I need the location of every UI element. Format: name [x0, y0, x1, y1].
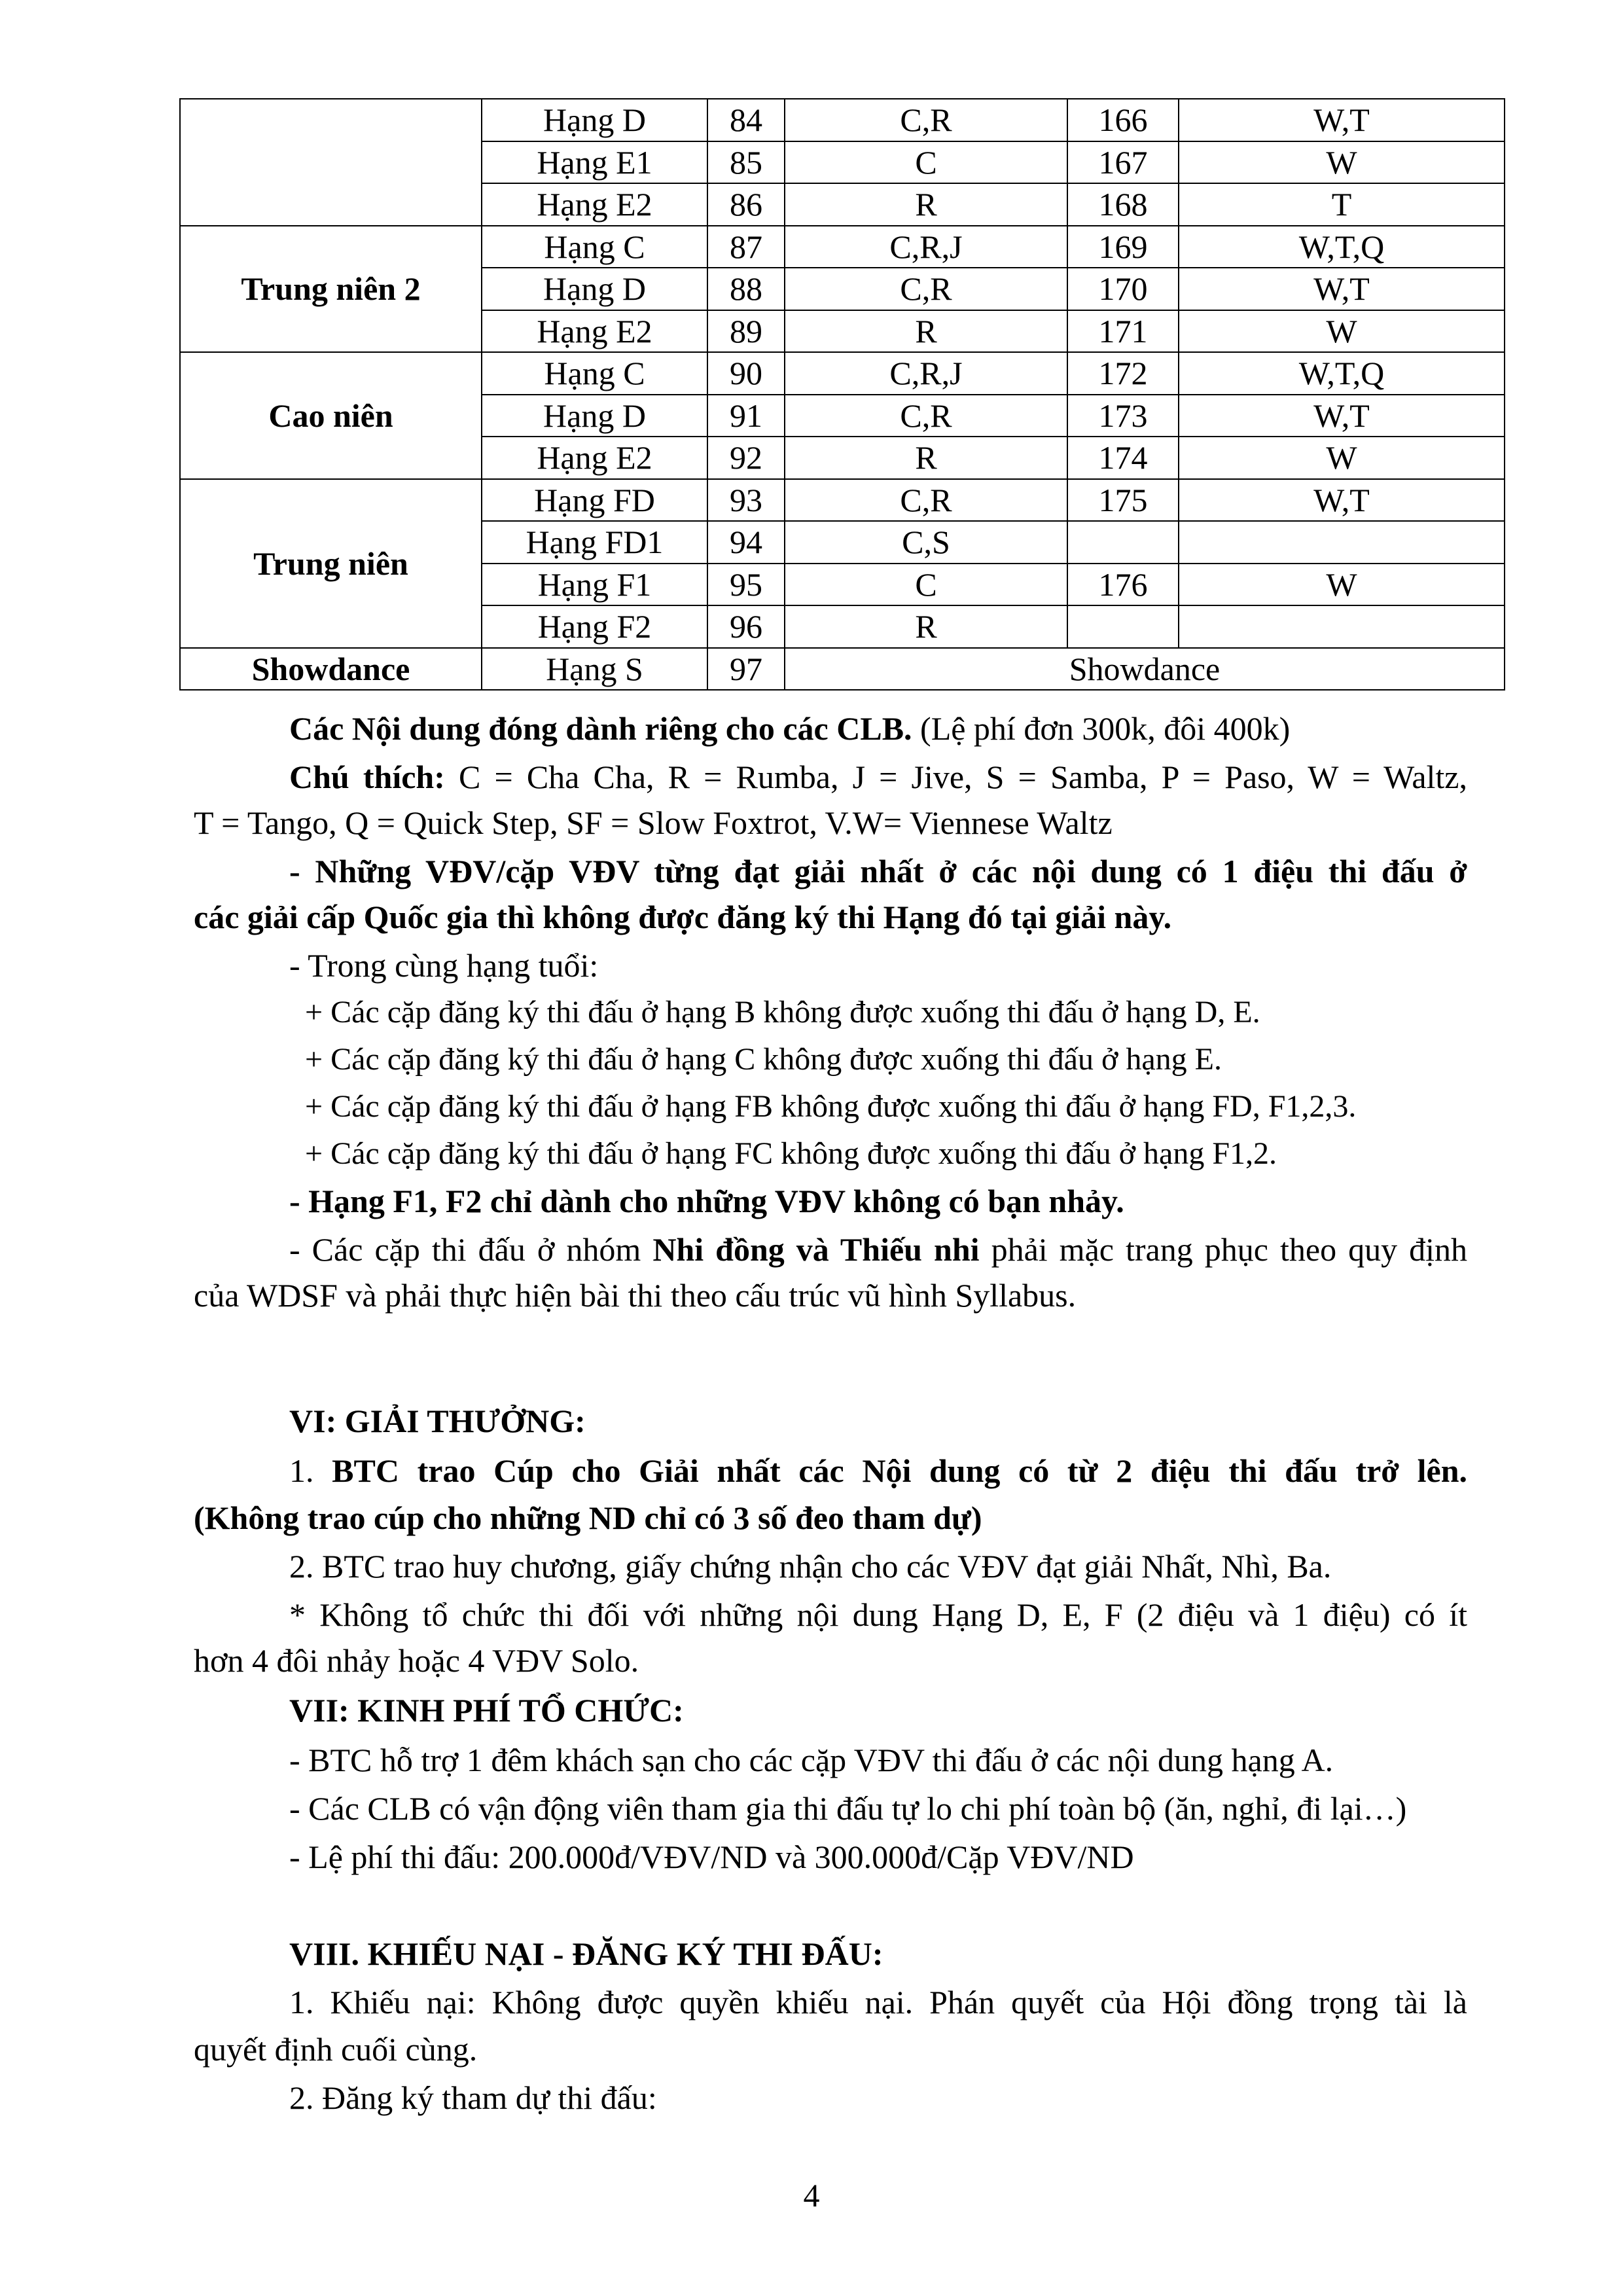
award-1-number: 1.	[289, 1452, 332, 1489]
award-2: 2. BTC trao huy chương, giấy chứng nhận cho các VĐV đạt giải Nhất, Nhì, Ba.	[289, 1548, 1332, 1585]
rule-1-line-2	[194, 894, 1467, 940]
age-group-cell: Trung niên 2	[180, 226, 482, 353]
funding-2: - Các CLB có vận động viên tham gia thi đấu tự lo chi phí toàn bộ (ăn, nghỉ, đi lại…)	[289, 1790, 1407, 1827]
event-number-cell: 96	[707, 605, 785, 648]
level-cell: Hạng FD	[482, 479, 707, 522]
level-cell: Hạng D	[482, 395, 707, 437]
event-number-cell: 89	[707, 310, 785, 353]
dances-cell: W,T	[1179, 395, 1505, 437]
event-number-cell: 172	[1067, 352, 1179, 395]
dances-cell: C,R,J	[785, 226, 1067, 268]
section-6-heading	[289, 1398, 586, 1444]
legend-line-1	[289, 754, 1467, 800]
level-cell: Hạng E2	[482, 183, 707, 226]
rule-1-line-1	[289, 848, 1467, 894]
table-row	[180, 352, 1505, 395]
event-number-cell: 90	[707, 352, 785, 395]
level-cell: Hạng FD1	[482, 521, 707, 564]
level-cell: Hạng C	[482, 352, 707, 395]
closed-events-note	[289, 706, 1563, 751]
dances-cell: W,T,Q	[1179, 352, 1505, 395]
event-number-cell: 93	[707, 479, 785, 522]
dances-cell: C,R	[785, 268, 1067, 310]
legend-text-1: C = Cha Cha, R = Rumba, J = Jive, S = Samba, P = Paso, W = Waltz,	[444, 759, 1468, 795]
age-group-cell: Showdance	[180, 648, 482, 691]
level-cell: Hạng E2	[482, 310, 707, 353]
event-number-cell: 167	[1067, 141, 1179, 184]
event-number-cell: 174	[1067, 437, 1179, 479]
dances-cell: C,R	[785, 99, 1067, 141]
level-cell: Hạng D	[482, 99, 707, 141]
complaint-line-1: 1. Khiếu nại: Không được quyền khiếu nại. Phán quyết của Hội đồng trọng tài là	[289, 1984, 1467, 2020]
costume-rule-line-1	[289, 1227, 1467, 1272]
event-number-cell: 173	[1067, 395, 1179, 437]
event-number-cell: 169	[1067, 226, 1179, 268]
dances-cell: C,S	[785, 521, 1067, 564]
event-number-cell: 171	[1067, 310, 1179, 353]
dances-cell	[1179, 521, 1505, 564]
dances-cell: C	[785, 564, 1067, 606]
dances-cell: W,T	[1179, 268, 1505, 310]
table-row	[180, 99, 1505, 141]
dances-cell: W	[1179, 437, 1505, 479]
legend-line-2: T = Tango, Q = Quick Step, SF = Slow Foxtrot, V.W= Viennese Waltz	[194, 804, 1113, 841]
level-cell: Hạng E2	[482, 437, 707, 479]
event-number-cell: 87	[707, 226, 785, 268]
dances-cell: T	[1179, 183, 1505, 226]
funding-1: - BTC hỗ trợ 1 đêm khách sạn cho các cặp VĐV thi đấu ở các nội dung hạng A.	[289, 1742, 1334, 1778]
competition-table-body	[180, 99, 1505, 690]
event-number-cell: 86	[707, 183, 785, 226]
dances-cell: R	[785, 310, 1067, 353]
competition-table	[179, 98, 1505, 691]
dances-cell: C	[785, 141, 1067, 184]
sub-rule-4: + Các cặp đăng ký thi đấu ở hạng FC không được xuống thi đấu ở hạng F1,2.	[305, 1136, 1277, 1171]
level-cell: Hạng F2	[482, 605, 707, 648]
event-number-cell: 166	[1067, 99, 1179, 141]
dances-cell: C,R	[785, 395, 1067, 437]
event-number-cell: 91	[707, 395, 785, 437]
level-cell: Hạng D	[482, 268, 707, 310]
table-row	[180, 648, 1505, 691]
dances-cell: R	[785, 183, 1067, 226]
closed-events-fee: (Lệ phí đơn 300k, đôi 400k)	[912, 710, 1291, 747]
funding-3: - Lệ phí thi đấu: 200.000đ/VĐV/ND và 300.000đ/Cặp VĐV/ND	[289, 1839, 1134, 1875]
event-number-cell: 85	[707, 141, 785, 184]
section-8-title: VIII. KHIẾU NẠI - ĐĂNG KÝ THI ĐẤU:	[289, 1935, 883, 1972]
award-1-line-2	[194, 1495, 1467, 1541]
section-7-heading	[289, 1687, 684, 1733]
page-number: 4	[803, 2177, 820, 2214]
section-6-title: VI: GIẢI THƯỞNG:	[289, 1403, 586, 1439]
dances-cell: C,R	[785, 479, 1067, 522]
dances-cell	[1179, 605, 1505, 648]
registration-line: 2. Đăng ký tham dự thi đấu:	[289, 2079, 657, 2116]
event-number-cell	[1067, 605, 1179, 648]
award-1-line-1	[289, 1448, 1467, 1494]
event-number-cell: 168	[1067, 183, 1179, 226]
f-class-rule	[289, 1178, 1124, 1224]
rule-1-text-2: các giải cấp Quốc gia thì không được đăng ký thi Hạng đó tại giải này.	[194, 899, 1172, 935]
sub-rule-3: + Các cặp đăng ký thi đấu ở hạng FB không được xuống thi đấu ở hạng FD, F1,2,3.	[305, 1089, 1357, 1124]
event-number-cell: 97	[707, 648, 785, 691]
dances-cell: W,T	[1179, 479, 1505, 522]
event-number-cell: 88	[707, 268, 785, 310]
table-row	[180, 479, 1505, 522]
costume-text-c: phải mặc trang phục theo quy định	[979, 1231, 1468, 1268]
event-number-cell: 95	[707, 564, 785, 606]
level-cell: Hạng F1	[482, 564, 707, 606]
event-number-cell: 94	[707, 521, 785, 564]
same-age-rule: - Trong cùng hạng tuổi:	[289, 947, 599, 984]
sub-rule-1: + Các cặp đăng ký thi đấu ở hạng B không được xuống thi đấu ở hạng D, E.	[305, 995, 1260, 1030]
award-1-bold-2: (Không trao cúp cho những ND chỉ có 3 số đeo tham dự)	[194, 1499, 982, 1536]
award-3-line-2: hơn 4 đôi nhảy hoặc 4 VĐV Solo.	[194, 1642, 639, 1679]
f-class-text: - Hạng F1, F2 chỉ dành cho những VĐV không có bạn nhảy.	[289, 1183, 1124, 1219]
dances-cell: C,R,J	[785, 352, 1067, 395]
costume-text-bold: Nhi đồng và Thiếu nhi	[652, 1231, 980, 1268]
dances-cell: W	[1179, 310, 1505, 353]
age-group-cell: Cao niên	[180, 352, 482, 479]
event-number-cell: 84	[707, 99, 785, 141]
level-cell: Hạng S	[482, 648, 707, 691]
dances-cell: W	[1179, 141, 1505, 184]
dances-cell: W,T,Q	[1179, 226, 1505, 268]
dances-cell: R	[785, 437, 1067, 479]
dances-cell: W,T	[1179, 99, 1505, 141]
award-1-bold: BTC trao Cúp cho Giải nhất các Nội dung có từ 2 điệu thi đấu trở lên.	[332, 1452, 1468, 1489]
event-number-cell: 170	[1067, 268, 1179, 310]
rule-1-text-1: - Những VĐV/cặp VĐV từng đạt giải nhất ở các nội dung có 1 điệu thi đấu ở	[289, 853, 1467, 889]
dances-cell: Showdance	[785, 648, 1505, 691]
sub-rule-2: + Các cặp đăng ký thi đấu ở hạng C không được xuống thi đấu ở hạng E.	[305, 1042, 1222, 1077]
costume-rule-line-2: của WDSF và phải thực hiện bài thi theo cấu trúc vũ hình Syllabus.	[194, 1277, 1077, 1314]
section-7-title: VII: KINH PHÍ TỔ CHỨC:	[289, 1692, 684, 1729]
table-row	[180, 226, 1505, 268]
dances-cell: W	[1179, 564, 1505, 606]
level-cell: Hạng E1	[482, 141, 707, 184]
level-cell: Hạng C	[482, 226, 707, 268]
section-8-heading	[289, 1931, 883, 1977]
event-number-cell: 92	[707, 437, 785, 479]
age-group-cell	[180, 99, 482, 226]
event-number-cell: 175	[1067, 479, 1179, 522]
event-number-cell: 176	[1067, 564, 1179, 606]
dances-cell: R	[785, 605, 1067, 648]
legend-label: Chú thích:	[289, 759, 445, 795]
event-number-cell	[1067, 521, 1179, 564]
costume-text-a: - Các cặp thi đấu ở nhóm	[289, 1231, 653, 1268]
complaint-line-2: quyết định cuối cùng.	[194, 2031, 478, 2068]
award-3-line-1: * Không tổ chức thi đối với những nội dung Hạng D, E, F (2 điệu và 1 điệu) có ít	[289, 1596, 1467, 1633]
age-group-cell: Trung niên	[180, 479, 482, 648]
closed-events-bold: Các Nội dung đóng dành riêng cho các CLB.	[289, 710, 912, 747]
